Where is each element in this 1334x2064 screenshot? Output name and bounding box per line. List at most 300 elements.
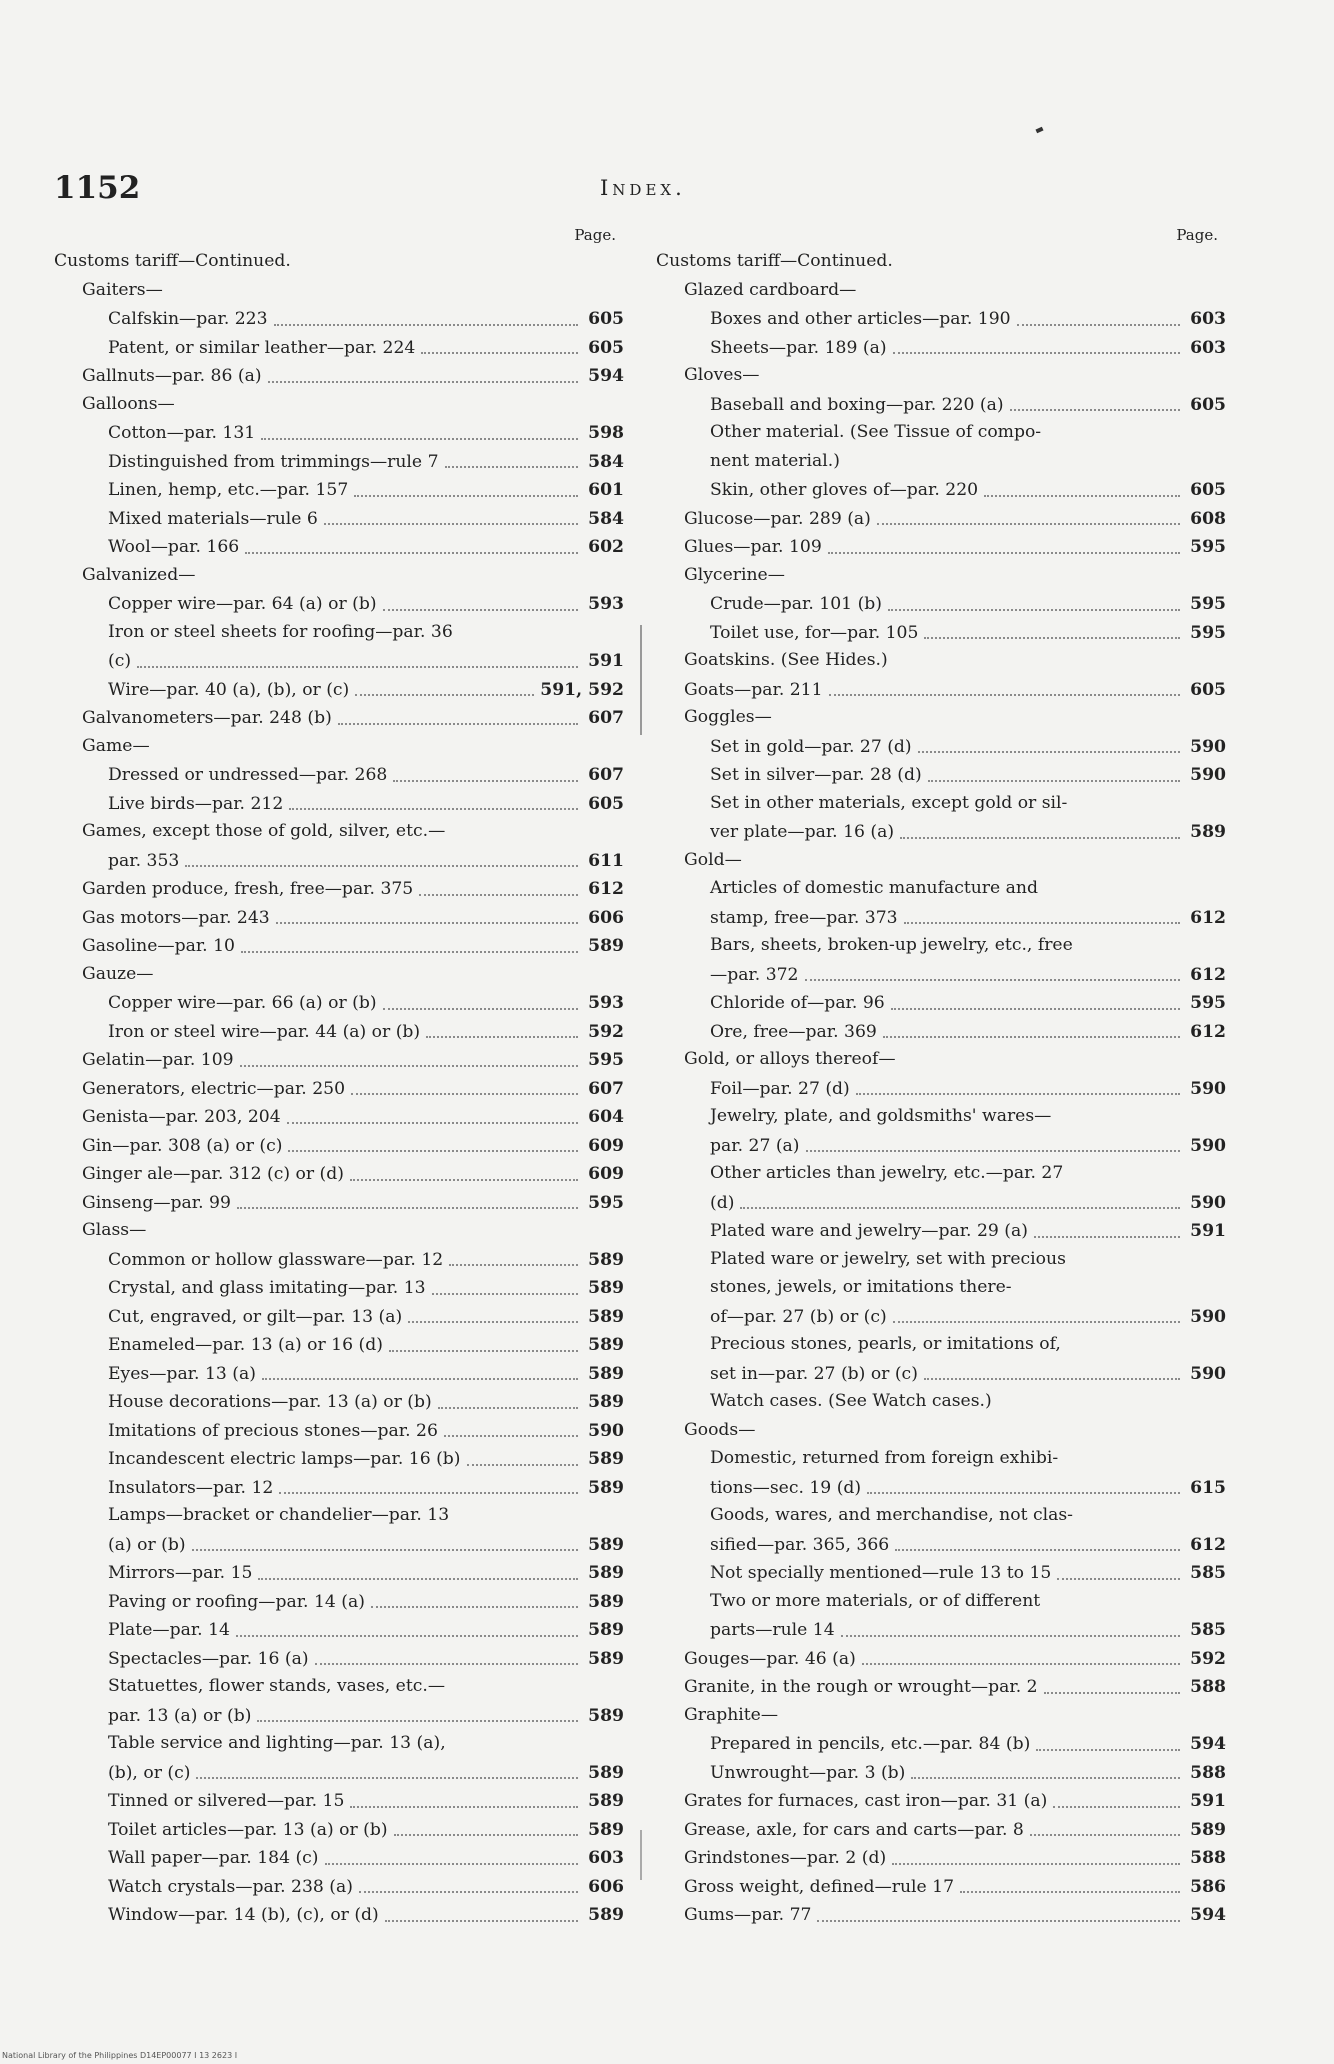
entry-page-ref: 594 [1190,1734,1226,1754]
dot-leader [828,552,1180,554]
entry-page-ref: 593 [588,993,624,1013]
entry-text: Set in gold—par. 27 (d) [710,736,912,757]
index-entry [54,761,624,790]
entry-text: Calfskin—par. 223 [108,309,268,329]
entry-text: Unwrought—par. 3 (b) [710,1762,906,1783]
index-entry [656,1816,1226,1845]
index-entry [656,761,1226,790]
dot-leader [891,1008,1180,1010]
index-entry [54,1388,624,1417]
dot-leader [888,609,1180,611]
dot-leader [740,1207,1180,1209]
index-entry [54,1702,624,1731]
index-entry [54,1331,624,1360]
entry-text: Chloride of—par. 96 [710,993,885,1013]
index-entry [656,733,1226,762]
entry-page-ref: 595 [1190,993,1226,1013]
entry-text: Cut, engraved, or gilt—par. 13 (a) [108,1306,403,1327]
dot-leader [359,1891,578,1893]
index-entry [656,1474,1226,1503]
entry-page-ref: 603 [1190,337,1226,358]
index-entry [656,1388,1226,1417]
index-entry [656,875,1226,904]
index-entry [656,1417,1226,1446]
entry-text: Prepared in pencils, etc.—par. 84 (b) [710,1734,1031,1754]
entry-text: —par. 372 [710,964,799,985]
entry-text: Patent, or similar leather—par. 224 [108,337,416,358]
index-entry [656,932,1226,961]
entry-text: Jewelry, plate, and goldsmiths' wares— [710,1106,1052,1126]
entry-text: Plated ware or jewelry, set with precious [710,1248,1066,1269]
entry-text: Mirrors—par. 15 [108,1563,253,1583]
index-entry [656,362,1226,391]
dot-leader [371,1606,578,1608]
entry-page-ref: 589 [1190,822,1226,842]
dot-leader [421,352,578,354]
entry-text: stones, jewels, or imitations there- [710,1277,1012,1297]
index-entry [54,1075,624,1104]
index-entry [656,704,1226,733]
index-entry [54,1673,624,1702]
index-entry [54,277,624,306]
entry-text: Garden produce, fresh, free—par. 375 [82,879,414,899]
index-entry [656,989,1226,1018]
entry-text: Grates for furnaces, cast iron—par. 31 (a) [684,1791,1048,1811]
entry-text: Gallnuts—par. 86 (a) [82,366,262,386]
index-entry [54,818,624,847]
entry-text: Wool—par. 166 [108,537,240,557]
entry-text: Foil—par. 27 (d) [710,1078,850,1099]
page-header [0,170,1334,210]
entry-page-ref: 615 [1190,1477,1226,1498]
dot-leader [354,495,578,497]
entry-text: Gross weight, defined—rule 17 [684,1876,955,1897]
index-entry [656,1616,1226,1645]
entry-page-ref: 601 [588,480,624,500]
dot-leader [383,1008,578,1010]
entry-text: Plate—par. 14 [108,1620,230,1640]
index-entry [54,419,624,448]
dot-leader [1044,1692,1180,1694]
entry-page-ref: 584 [588,508,624,529]
entry-text: Lamps—bracket or chandelier—par. 13 [108,1505,450,1525]
index-entry [656,1103,1226,1132]
entry-text: Goats—par. 211 [684,679,823,700]
dot-leader [355,694,534,696]
index-entry [656,1759,1226,1788]
index-entry [54,790,624,819]
index-entry [656,790,1226,819]
dot-leader [393,780,578,782]
entry-page-ref: 603 [588,1848,624,1868]
entry-page-ref: 589 [588,1563,624,1583]
entry-text: tions—sec. 19 (d) [710,1477,862,1498]
entry-text: ver plate—par. 16 (a) [710,822,895,842]
index-entry [656,1360,1226,1389]
entry-page-ref: 586 [1190,1876,1226,1897]
entry-page-ref: 603 [1190,309,1226,329]
dot-leader [192,1549,578,1551]
entry-text: par. 27 (a) [710,1135,800,1156]
index-entry [656,1873,1226,1902]
dot-leader [236,1635,578,1637]
index-entry [656,505,1226,534]
index-entry [656,1844,1226,1873]
index-entry [54,1274,624,1303]
entry-text: (d) [710,1192,735,1213]
dot-leader [432,1293,578,1295]
index-entry [54,391,624,420]
entry-text: Distinguished from trimmings—rule 7 [108,451,439,472]
entry-page-ref: 589 [588,1306,624,1327]
dot-leader [1053,1806,1180,1808]
entry-text: nent material.) [710,450,840,471]
index-entry [54,961,624,990]
index-entry [656,305,1226,334]
dot-leader [245,552,578,554]
dot-leader [262,1378,578,1380]
entry-page-ref: 606 [588,1876,624,1897]
dot-leader [315,1663,578,1665]
index-entry [656,277,1226,306]
index-entry [656,1645,1226,1674]
index-entry [656,904,1226,933]
entry-page-ref: 595 [1190,622,1226,643]
entry-page-ref: 605 [588,793,624,814]
entry-text: Customs tariff—Continued. [54,251,291,271]
entry-text: Gloves— [684,365,760,385]
index-entry [54,1303,624,1332]
entry-text: Plated ware and jewelry—par. 29 (a) [710,1221,1028,1241]
dot-leader [893,352,1180,354]
entry-text: Eyes—par. 13 (a) [108,1363,256,1384]
entry-text: Galvanometers—par. 248 (b) [82,708,332,728]
index-entry [54,334,624,363]
entry-text: Glazed cardboard— [684,279,857,300]
entry-page-ref: 591, 592 [540,679,624,700]
entry-page-ref: 605 [588,309,624,329]
entry-text: Set in silver—par. 28 (d) [710,765,922,785]
entry-page-ref: 589 [588,1249,624,1270]
entry-text: Gold— [684,849,742,870]
entry-text: Articles of domestic manufacture and [710,878,1038,898]
index-entry [54,847,624,876]
index-entry [54,1844,624,1873]
index-entry [656,1189,1226,1218]
page-title: Index. [600,176,686,200]
index-entry [656,1673,1226,1702]
entry-text: Granite, in the rough or wrought—par. 2 [684,1677,1038,1697]
dot-leader [408,1321,578,1323]
dot-leader [258,1578,578,1580]
entry-page-ref: 585 [1190,1563,1226,1583]
entry-text: Toilet articles—par. 13 (a) or (b) [108,1819,388,1840]
entry-page-ref: 590 [1190,736,1226,757]
index-entry [656,448,1226,477]
entry-page-ref: 612 [1190,1534,1226,1555]
index-entry [54,1588,624,1617]
index-entry [54,448,624,477]
entry-page-ref: 605 [1190,394,1226,415]
entry-text: Games, except those of gold, silver, etc.— [82,821,446,841]
entry-page-ref: 612 [1190,1021,1226,1042]
entry-page-ref: 607 [588,1078,624,1099]
index-entry [656,1730,1226,1759]
dot-leader [279,1492,578,1494]
index-entry [54,1445,624,1474]
index-entry [656,1018,1226,1047]
index-entry [54,1360,624,1389]
index-entry [54,1873,624,1902]
entry-page-ref: 590 [588,1420,624,1441]
entry-text: Glycerine— [684,564,785,585]
entry-text: Gaiters— [82,279,163,300]
entry-text: Cotton—par. 131 [108,423,256,443]
entry-page-ref: 590 [1190,1306,1226,1327]
index-entry [54,505,624,534]
entry-text: parts—rule 14 [710,1620,835,1640]
dot-leader [892,1863,1180,1865]
dot-leader [984,495,1180,497]
index-entry [54,875,624,904]
dot-leader [240,1065,578,1067]
entry-text: Imitations of precious stones—par. 26 [108,1420,438,1441]
index-entry [656,847,1226,876]
dot-leader [274,324,578,326]
entry-page-ref: 589 [588,1791,624,1811]
entry-text: Baseball and boxing—par. 220 (a) [710,394,1004,415]
entry-text: Gas motors—par. 243 [82,907,270,928]
entry-text: Gelatin—par. 109 [82,1050,234,1070]
entry-page-ref: 595 [1190,537,1226,557]
dot-leader [924,1378,1180,1380]
entry-text: Spectacles—par. 16 (a) [108,1648,309,1669]
entry-text: Sheets—par. 189 (a) [710,337,887,358]
entry-page-ref: 589 [588,1905,624,1925]
dot-leader [185,865,578,867]
entry-text: Wire—par. 40 (a), (b), or (c) [108,679,350,700]
entry-text: Glues—par. 109 [684,537,822,557]
entry-text: sified—par. 365, 366 [710,1534,890,1555]
entry-text: Gold, or alloys thereof— [684,1049,896,1069]
index-entry [656,419,1226,448]
index-entry [656,1502,1226,1531]
entry-text: Set in other materials, except gold or sil- [710,792,1068,813]
entry-text: Grease, axle, for cars and carts—par. 8 [684,1819,1024,1840]
entry-text: Other articles than jewelry, etc.—par. 27 [710,1163,1064,1183]
entry-text: Mixed materials—rule 6 [108,508,318,529]
index-entry [656,1445,1226,1474]
index-entry [656,1331,1226,1360]
entry-text: Genista—par. 203, 204 [82,1107,281,1127]
entry-text: Generators, electric—par. 250 [82,1078,346,1099]
entry-text: Incandescent electric lamps—par. 16 (b) [108,1449,461,1469]
index-entry [656,1787,1226,1816]
entry-page-ref: 589 [588,1591,624,1612]
index-entry [54,619,624,648]
index-entry [54,904,624,933]
dot-leader [893,1321,1180,1323]
entry-page-ref: 589 [588,1819,624,1840]
entry-page-ref: 595 [1190,594,1226,614]
entry-text: Enameled—par. 13 (a) or 16 (d) [108,1335,383,1355]
entry-text: stamp, free—par. 373 [710,907,898,928]
entry-text: Common or hollow glassware—par. 12 [108,1249,444,1270]
entry-page-ref: 607 [588,765,624,785]
entry-text: Insulators—par. 12 [108,1477,274,1498]
entry-page-ref: 589 [588,1278,624,1298]
index-entry [54,989,624,1018]
index-entry [656,248,1226,277]
dot-leader [877,523,1180,525]
dot-leader [325,1863,578,1865]
entry-text: Copper wire—par. 64 (a) or (b) [108,594,377,614]
entry-text: Domestic, returned from foreign exhibi- [710,1448,1059,1468]
dot-leader [338,723,578,725]
entry-text: Customs tariff—Continued. [656,251,893,271]
entry-page-ref: 608 [1190,508,1226,529]
dot-leader [351,1093,578,1095]
entry-text: Glass— [82,1220,147,1240]
entry-page-ref: 595 [588,1192,624,1213]
dot-leader [1036,1749,1180,1751]
index-entry [656,391,1226,420]
dot-leader [862,1663,1180,1665]
index-entry [54,1559,624,1588]
entry-text: Boxes and other articles—par. 190 [710,309,1011,329]
dot-leader [350,1806,578,1808]
entry-text: set in—par. 27 (b) or (c) [710,1363,918,1384]
entry-page-ref: 589 [588,1648,624,1669]
dot-leader [385,1920,578,1922]
dot-leader [289,808,578,810]
entry-page-ref: 588 [1190,1848,1226,1868]
entry-page-ref: 591 [1190,1221,1226,1241]
dot-leader [928,780,1180,782]
entry-text: Bars, sheets, broken-up jewelry, etc., free [710,935,1073,955]
entry-page-ref: 589 [588,1477,624,1498]
entry-page-ref: 588 [1190,1677,1226,1697]
entry-page-ref: 609 [588,1164,624,1184]
entry-page-ref: 598 [588,423,624,443]
index-entry [54,305,624,334]
index-entry [54,1474,624,1503]
dot-leader [288,1150,578,1152]
dot-leader [383,609,578,611]
ink-speck [1035,127,1043,134]
index-entry [54,1787,624,1816]
entry-page-ref: 588 [1190,1762,1226,1783]
index-entry [54,1616,624,1645]
dot-leader [237,1207,578,1209]
index-entry [656,1132,1226,1161]
index-entry [54,590,624,619]
entry-text: Goatskins. (See Hides.) [684,650,888,670]
entry-text: Iron or steel wire—par. 44 (a) or (b) [108,1021,421,1042]
entry-text: Statuettes, flower stands, vases, etc.— [108,1676,446,1696]
entry-page-ref: 589 [588,1534,624,1555]
entry-page-ref: 592 [588,1021,624,1042]
index-entry [656,590,1226,619]
index-entry [54,647,624,676]
index-entry [54,1816,624,1845]
entry-page-ref: 589 [588,1392,624,1412]
entry-text: Galloons— [82,393,175,414]
entry-text: Other material. (See Tissue of compo- [710,422,1042,442]
dot-leader [895,1549,1180,1551]
index-entry [54,562,624,591]
dot-leader [806,1150,1181,1152]
entry-page-ref: 605 [1190,480,1226,500]
entry-page-ref: 589 [588,1705,624,1726]
dot-leader [389,1350,578,1352]
page-column-label: Page. [1176,226,1218,244]
index-entry [54,1730,624,1759]
entry-text: Goods, wares, and merchandise, not clas- [710,1505,1073,1525]
entry-page-ref: 609 [588,1135,624,1156]
index-entry [54,932,624,961]
entry-text: Skin, other gloves of—par. 220 [710,480,979,500]
entry-page-ref: 590 [1190,1135,1226,1156]
column-divider [640,625,642,735]
dot-leader [426,1036,578,1038]
entry-text: Grindstones—par. 2 (d) [684,1848,887,1868]
entry-page-ref: 591 [1190,1791,1226,1811]
dot-leader [268,381,578,383]
entry-page-ref: 589 [588,1620,624,1640]
entry-text: Goggles— [684,707,772,727]
entry-text: Gauze— [82,963,154,984]
entry-text: (c) [108,651,132,671]
dot-leader [904,922,1180,924]
index-entry [54,1246,624,1275]
index-entry [656,1702,1226,1731]
entry-text: Two or more materials, or of different [710,1590,1041,1611]
entry-text: Watch crystals—par. 238 (a) [108,1876,353,1897]
entry-text: Toilet use, for—par. 105 [710,622,919,643]
index-entry [54,1645,624,1674]
index-entry [54,248,624,277]
dot-leader [324,523,578,525]
index-entry [656,1901,1226,1930]
dot-leader [900,837,1180,839]
index-entry [656,1274,1226,1303]
index-entry [656,961,1226,990]
entry-text: Goods— [684,1419,756,1440]
index-entry [656,1046,1226,1075]
index-entry [656,1075,1226,1104]
dot-leader [1010,409,1180,411]
index-entry [54,1103,624,1132]
index-entry [54,1901,624,1930]
entry-text: Precious stones, pearls, or imitations of, [710,1334,1061,1354]
entry-text: Watch cases. (See Watch cases.) [710,1391,992,1411]
index-entry [656,1303,1226,1332]
dot-leader [1034,1236,1180,1238]
entry-page-ref: 594 [1190,1905,1226,1925]
entry-text: Galvanized— [82,564,196,585]
index-entry [54,733,624,762]
index-entry [656,334,1226,363]
index-entry [656,1531,1226,1560]
index-entry [54,1046,624,1075]
index-entry [656,533,1226,562]
entry-page-ref: 611 [588,850,624,871]
index-entry [54,1417,624,1446]
index-entry [54,1160,624,1189]
dot-leader [467,1464,578,1466]
entry-page-ref: 605 [588,337,624,358]
